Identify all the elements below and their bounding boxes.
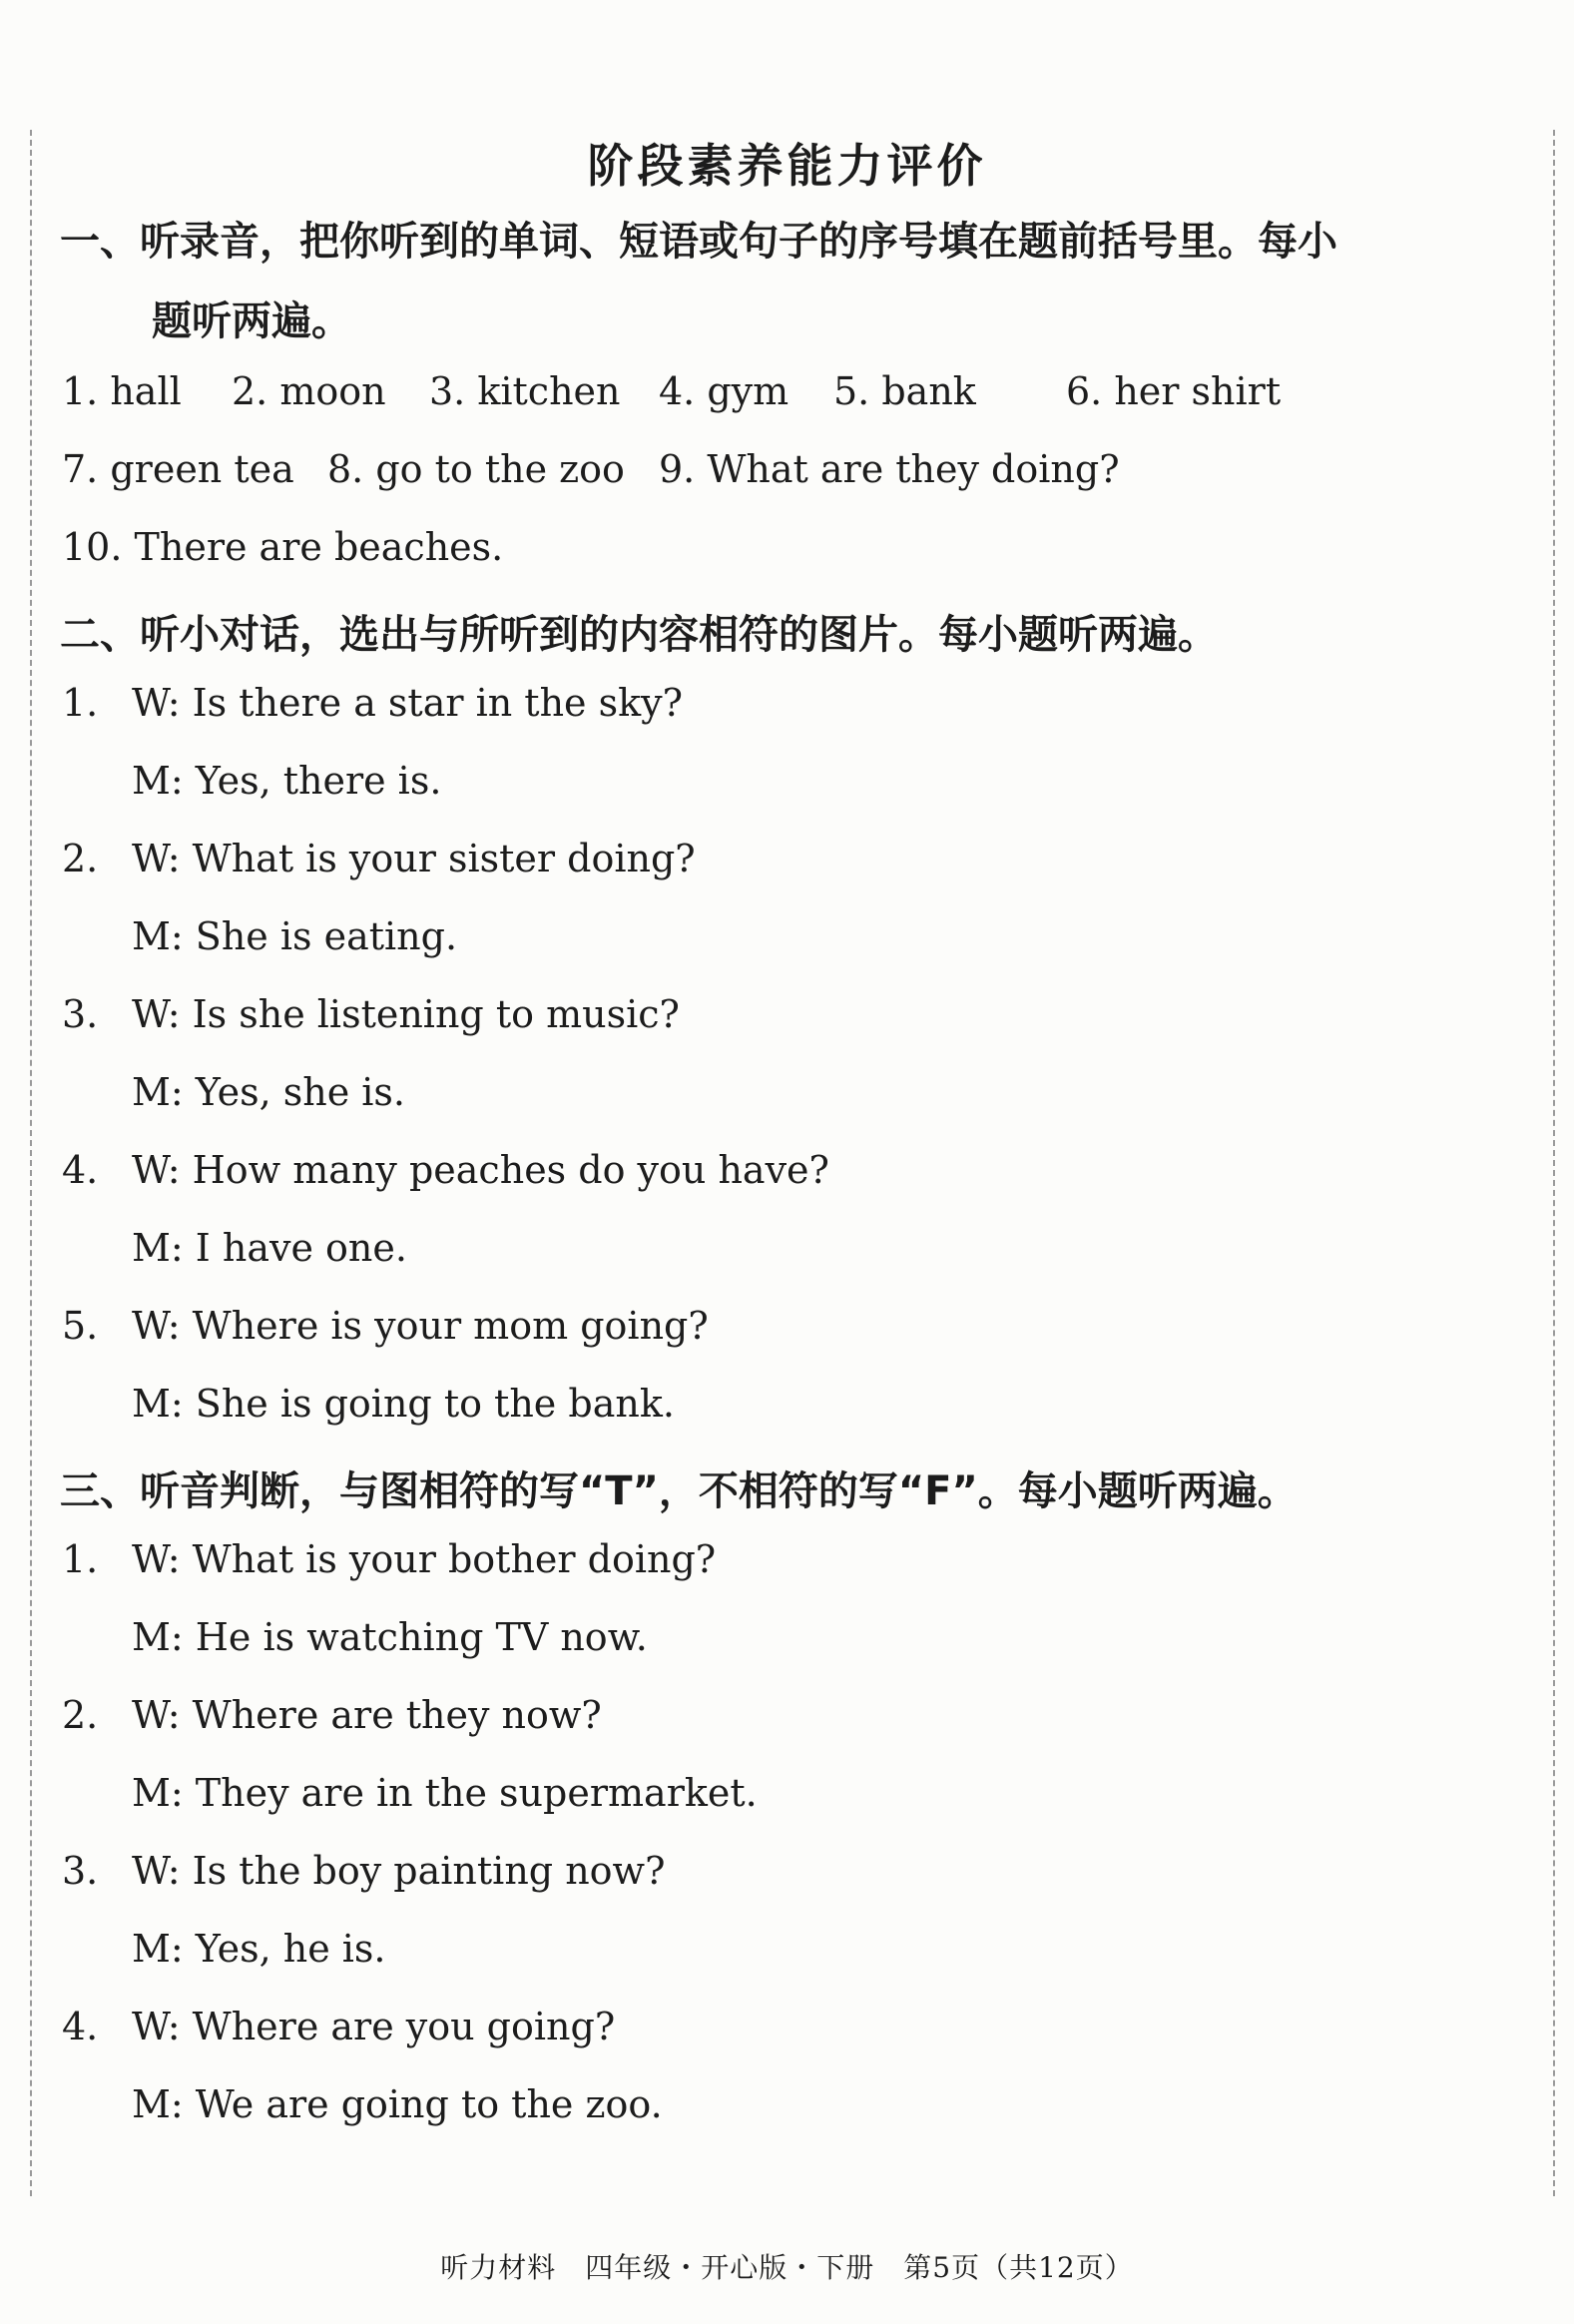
dialogue-number: 4.	[62, 1148, 99, 1192]
section2-heading: 二、听小对话，选出与所听到的内容相符的图片。每小题听两遍。	[60, 612, 1218, 658]
dialogue-m-line: M: She is eating.	[132, 914, 458, 958]
dialogue-w-line: W: Where are they now?	[132, 1693, 602, 1737]
dialogue-m-line: M: We are going to the zoo.	[132, 2082, 663, 2126]
dialogue-number: 2.	[62, 837, 99, 880]
dialogue-w-line: W: Where are you going?	[132, 2005, 616, 2048]
dialogue-number: 3.	[62, 992, 99, 1036]
vocab-item: 8. go to the zoo	[327, 447, 625, 491]
vocab-item: 5. bank	[833, 369, 976, 413]
section1-heading-cont: 题听两遍。	[152, 298, 351, 344]
dialogue-number: 3.	[62, 1849, 99, 1893]
dialogue-number: 5.	[62, 1304, 99, 1348]
dialogue-number: 4.	[62, 2005, 99, 2048]
dialogue-m-line: M: They are in the supermarket.	[132, 1771, 758, 1815]
vocab-item: 4. gym	[659, 369, 789, 413]
dialogue-number: 1.	[62, 681, 99, 725]
dialogue-w-line: W: How many peaches do you have?	[132, 1148, 829, 1192]
dialogue-w-line: W: Is the boy painting now?	[132, 1849, 666, 1893]
dialogue-m-line: M: Yes, he is.	[132, 1927, 386, 1971]
dialogue-m-line: M: Yes, there is.	[132, 759, 442, 803]
vocab-item: 2. moon	[232, 369, 386, 413]
vocab-item: 1. hall	[62, 369, 182, 413]
page-footer: 听力材料 四年级・开心版・下册 第5页（共12页）	[440, 2251, 1134, 2284]
section3-heading: 三、听音判断，与图相符的写“T”，不相符的写“F”。每小题听两遍。	[60, 1468, 1298, 1514]
dialogue-m-line: M: Yes, she is.	[132, 1070, 405, 1114]
dialogue-m-line: M: I have one.	[132, 1226, 407, 1270]
dialogue-w-line: W: Is there a star in the sky?	[132, 681, 683, 725]
dialogue-w-line: W: Is she listening to music?	[132, 992, 680, 1036]
vocab-item: 9. What are they doing?	[659, 447, 1120, 491]
dialogue-m-line: M: He is watching TV now.	[132, 1615, 648, 1659]
dialogue-w-line: W: Where is your mom going?	[132, 1304, 709, 1348]
section1-heading: 一、听录音，把你听到的单词、短语或句子的序号填在题前括号里。每小	[60, 219, 1337, 265]
dialogue-number: 2.	[62, 1693, 99, 1737]
dialogue-w-line: W: What is your bother doing?	[132, 1537, 717, 1581]
dialogue-number: 1.	[62, 1537, 99, 1581]
vocab-item: 6. her shirt	[1066, 369, 1282, 413]
right-dashed-border	[1553, 130, 1555, 2196]
page-title: 阶段素养能力评价	[587, 139, 987, 193]
vocab-item: 3. kitchen	[429, 369, 621, 413]
vocab-item: 10. There are beaches.	[62, 525, 504, 569]
dialogue-w-line: W: What is your sister doing?	[132, 837, 696, 880]
vocab-item: 7. green tea	[62, 447, 294, 491]
left-dashed-border	[30, 130, 32, 2196]
dialogue-m-line: M: She is going to the bank.	[132, 1382, 675, 1426]
